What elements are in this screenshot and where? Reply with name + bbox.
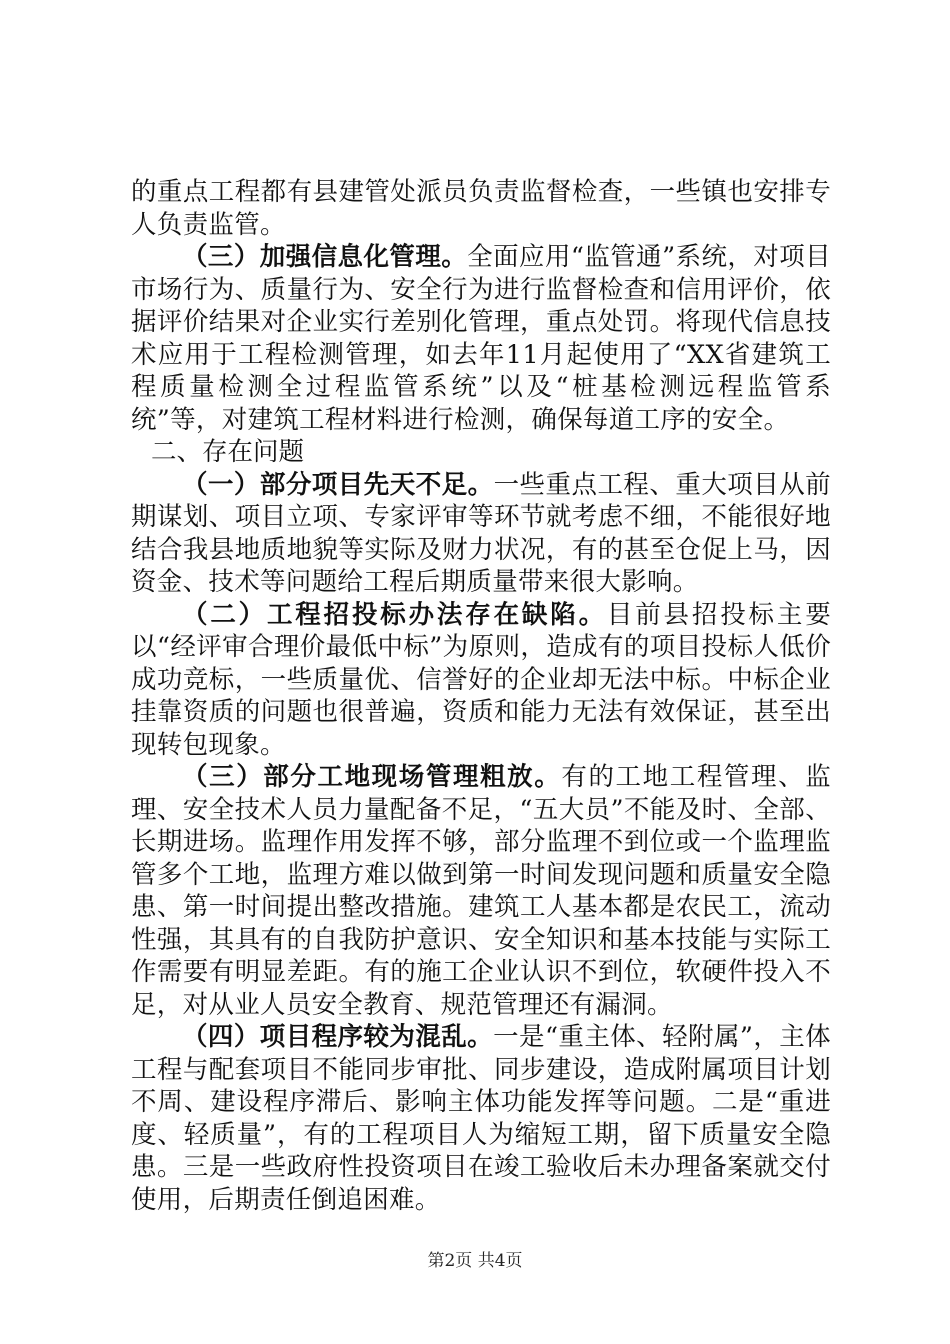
paragraph-text: 全面应用“监管通”系统，对项目市场行为、质量行为、安全行为进行监督检查和信用评价，依据评价结果对企业实行差别化管理，重点处罚。将现代信息技术应用于工程检测管理，如去年11月起使用了“XX省建筑工程质量检测全过程监管系统”以及“桩基检测远程监管系统”等，对建筑工程材料进行检测，确保每道工序的安全。 xyxy=(131,242,831,435)
issue-text: 有的工地工程管理、监理、安全技术人员力量配备不足，“五大员”不能及时、全部、长期进场。监理作用发挥不够，部分监理不到位或一个监理监管多个工地，监理方难以做到第一时间发现问题和质量安全隐患、第一时间提出整改措施。建筑工人基本都是农民工，流动性强，其具有的自我防护意识、安全知识和基本技能与实际工作需要有明显差距。有的施工企业认识不到位，软硬件投入不足，对从业人员安全教育、规范管理还有漏洞。 xyxy=(131,762,831,1020)
paragraph-info-management xyxy=(131,241,831,436)
issue-text: 一是“重主体、轻附属”，主体工程与配套项目不能同步审批、同步建设，造成附属项目计划不周、建设程序滞后、影响主体功能发挥等问题。二是“重进度、轻质量”，有的工程项目人为缩短工期，留下质量安全隐患。三是一些政府性投资项目在竣工验收后未办理备案就交付使用，后期责任倒追困难。 xyxy=(131,1022,831,1215)
paragraph-continuation xyxy=(131,176,831,241)
paragraph-text: 的重点工程都有县建管处派员负责监督检查，一些镇也安排专人负责监管。 xyxy=(131,177,831,240)
issue-text: 目前县招投标主要以“经评审合理价最低中标”为原则，造成有的项目投标人低价成功竞标，一些质量优、信誉好的企业却无法中标。中标企业挂靠资质的问题也很普遍，资质和能力无法有效保证，甚至出现转包现象。 xyxy=(131,599,831,760)
issue-paragraph-1 xyxy=(131,469,831,599)
document-body xyxy=(131,176,831,1216)
issue-paragraph-2 xyxy=(131,599,831,762)
issue-lead: （四）项目程序较为混乱。 xyxy=(182,1022,494,1052)
paragraph-lead: （三）加强信息化管理。 xyxy=(182,242,468,272)
issue-text: 一些重点工程、重大项目从前期谋划、项目立项、专家评审等环节就考虑不细，不能很好地结合我县地质地貌等实际及财力状况，有的甚至仓促上马，因资金、技术等问题给工程后期质量带来很大影响。 xyxy=(131,469,831,597)
issue-lead: （二）工程招投标办法存在缺陷。 xyxy=(182,599,607,630)
issue-lead: （三）部分工地现场管理粗放。 xyxy=(182,762,562,792)
issue-lead: （一）部分项目先天不足。 xyxy=(182,469,494,500)
section-heading: 二、存在问题 xyxy=(151,437,305,467)
page-footer: 第2页 共4页 xyxy=(427,1251,523,1271)
issue-paragraph-4 xyxy=(131,1021,831,1216)
issue-paragraph-3 xyxy=(131,761,831,1021)
